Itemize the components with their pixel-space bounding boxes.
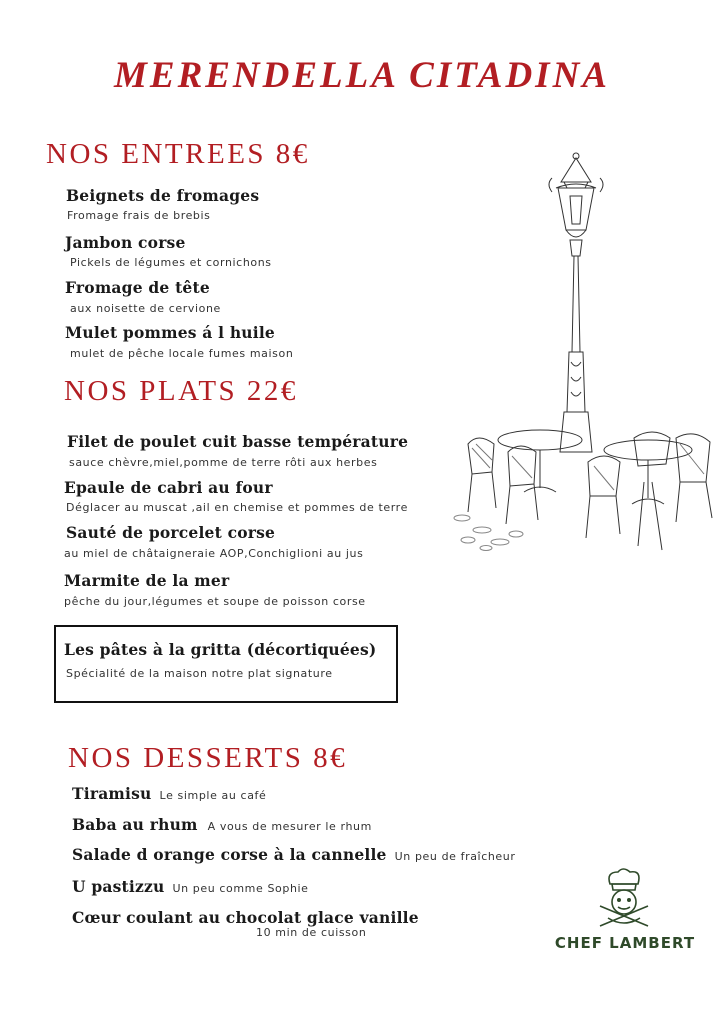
- dish-description: A vous de mesurer le rhum: [207, 820, 372, 833]
- dish-name: Salade d orange corse à la cannelle: [72, 845, 387, 864]
- section-heading-plats: NOS PLATS 22€: [64, 375, 298, 407]
- dish-name: Baba au rhum: [72, 815, 198, 834]
- section-heading-entrees: NOS ENTREES 8€: [46, 138, 310, 170]
- dish-name: Tiramisu: [72, 784, 152, 803]
- dish-name: Epaule de cabri au four: [64, 478, 273, 497]
- dish-name: U pastizzu: [72, 877, 165, 896]
- dish-description: Pickels de légumes et cornichons: [70, 256, 272, 269]
- dish-name: Fromage de tête: [65, 278, 210, 297]
- dish-description: pêche du jour,légumes et soupe de poisson corse: [64, 595, 366, 608]
- chef-logo-text: CHEF LAMBERT: [554, 934, 696, 952]
- signature-dish-description: Spécialité de la maison notre plat signature: [66, 667, 333, 680]
- dish-description: sauce chèvre,miel,pomme de terre rôti aux herbes: [69, 456, 378, 469]
- dessert-item: [72, 784, 266, 803]
- dish-name: Cœur coulant au chocolat glace vanille: [72, 908, 419, 927]
- dish-name: Sauté de porcelet corse: [66, 523, 276, 542]
- menu-title: MERENDELLA CITADINA: [114, 55, 610, 96]
- signature-dish-box: [54, 625, 398, 703]
- dish-description: Le simple au café: [159, 789, 267, 802]
- dish-description: Un peu de fraîcheur: [394, 850, 516, 863]
- dish-description: Fromage frais de brebis: [67, 209, 211, 222]
- dish-description: Un peu comme Sophie: [172, 882, 309, 895]
- signature-dish-name: Les pâtes à la gritta (décortiquées): [64, 640, 377, 659]
- dish-name: Mulet pommes á l huile: [65, 323, 275, 342]
- dish-description: 10 min de cuisson: [256, 926, 367, 939]
- dish-description: Déglacer au muscat ,ail en chemise et pommes de terre: [66, 501, 408, 514]
- dessert-item: [72, 845, 515, 864]
- dish-name: Jambon corse: [65, 233, 186, 252]
- dish-description: au miel de châtaigneraie AOP,Conchiglioni au jus: [64, 547, 364, 560]
- dish-name: Filet de poulet cuit basse température: [67, 432, 409, 451]
- section-heading-desserts: NOS DESSERTS 8€: [68, 742, 348, 774]
- dish-name: Beignets de fromages: [66, 186, 260, 205]
- street-lamp-cafe-illustration: [448, 152, 718, 572]
- dessert-item: [72, 877, 309, 896]
- dessert-item: [72, 815, 372, 834]
- dish-description: aux noisette de cervione: [70, 302, 221, 315]
- dish-name: Marmite de la mer: [64, 571, 230, 590]
- dish-description: mulet de pêche locale fumes maison: [70, 347, 294, 360]
